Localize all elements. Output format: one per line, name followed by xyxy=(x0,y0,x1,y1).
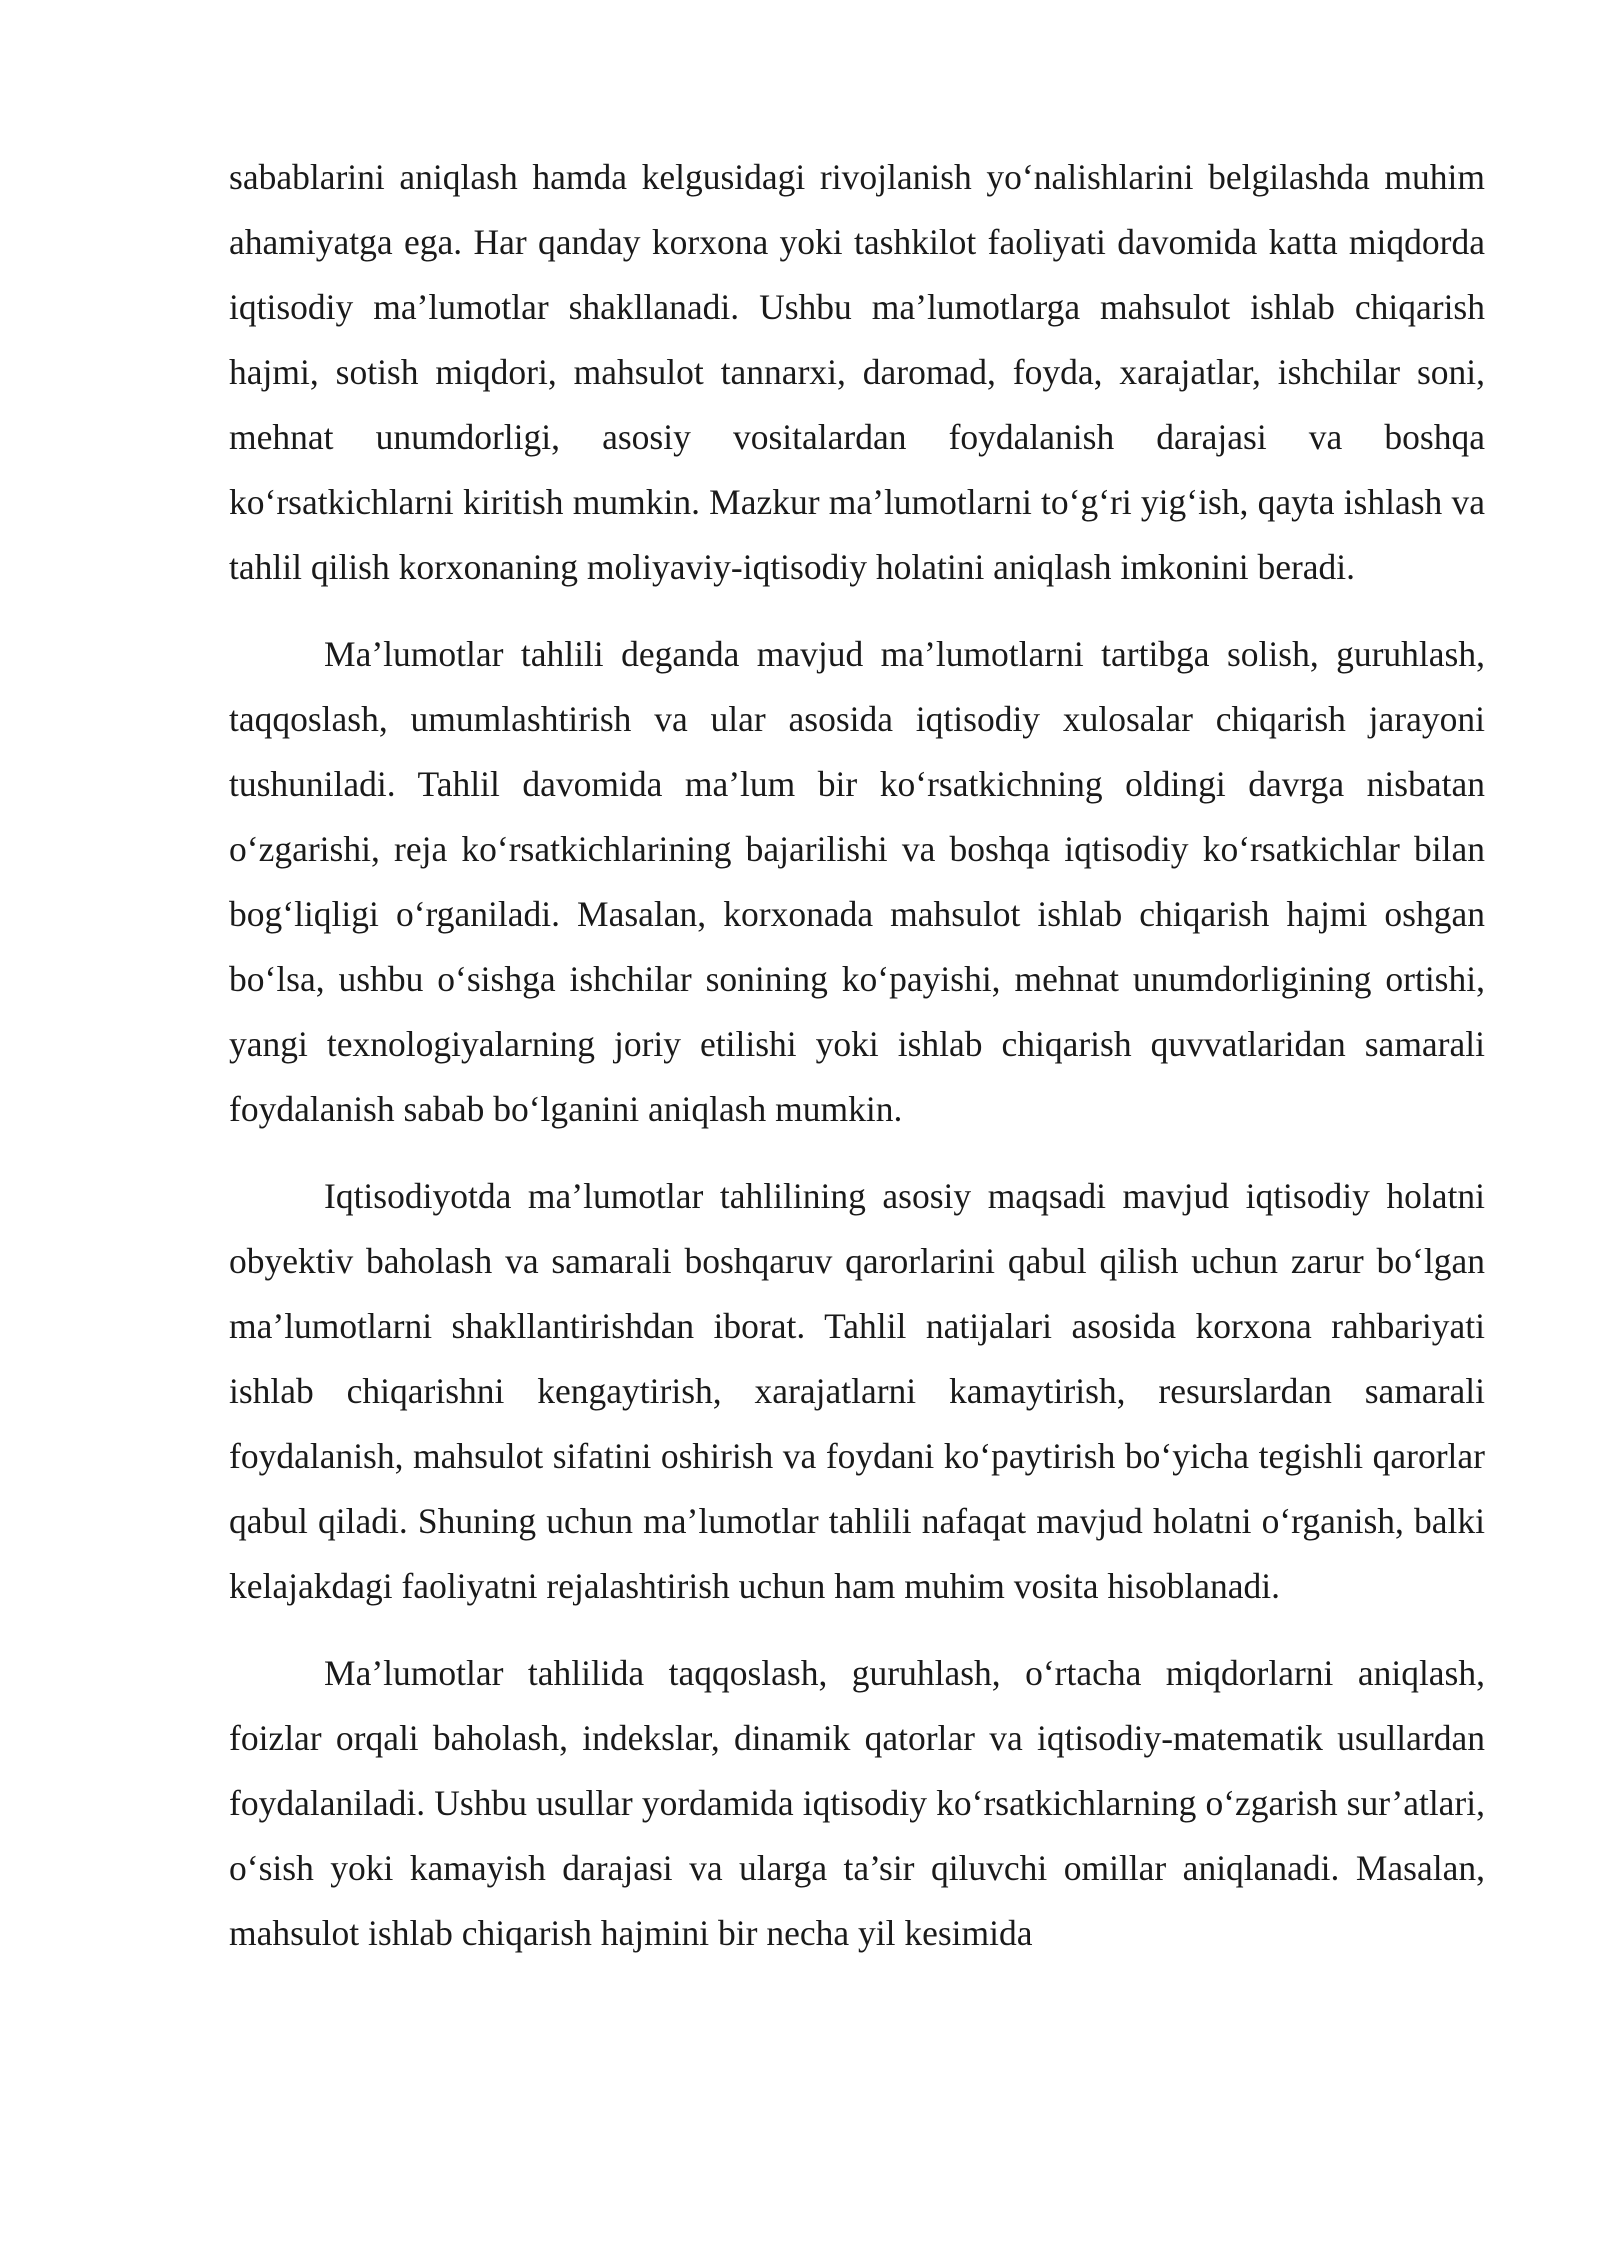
paragraph-1: sabablarini aniqlash hamda kelgusidagi rivojlanish yo‘nalishlarini belgilashda muhim ahamiyatga ega. Har qanday korxona yoki tashkilot faoliyati davomida katta miqdorda iqtisodiy ma’lumotlar shakllanadi. Ushbu ma’lumotlarga mahsulot ishlab chiqarish hajmi, sotish miqdori, mahsulot tannarxi, daromad, foyda, xarajatlar, ishchilar soni, mehnat unumdorligi, asosiy vositalardan foydalanish darajasi va boshqa ko‘rsatkichlarni kiritish mumkin. Mazkur ma’lumotlarni to‘g‘ri yig‘ish, qayta ishlash va tahlil qilish korxonaning moliyaviy-iqtisodiy holatini aniqlash imkonini beradi. xyxy=(229,157,1485,587)
paragraph-4: Ma’lumotlar tahlilida taqqoslash, guruhlash, o‘rtacha miqdorlarni aniqlash, foizlar orqali baholash, indekslar, dinamik qatorlar va iqtisodiy-matematik usullardan foydalaniladi. Ushbu usullar yordamida iqtisodiy ko‘rsatkichlarning o‘zgarish sur’atlari, o‘sish yoki kamayish darajasi va ularga ta’sir qiluvchi omillar aniqlanadi. Masalan, mahsulot ishlab chiqarish hajmini bir necha yil kesimida xyxy=(229,1653,1485,1953)
paragraph-3: Iqtisodiyotda ma’lumotlar tahlilining asosiy maqsadi mavjud iqtisodiy holatni obyektiv baholash va samarali boshqaruv qarorlarini qabul qilish uchun zarur bo‘lgan ma’lumotlarni shakllantirishdan iborat. Tahlil natijalari asosida korxona rahbariyati ishlab chiqarishni kengaytirish, xarajatlarni kamaytirish, resurslardan samarali foydalanish, mahsulot sifatini oshirish va foydani ko‘paytirish bo‘yicha tegishli qarorlar qabul qiladi. Shuning uchun ma’lumotlar tahlili nafaqat mavjud holatni o‘rganish, balki kelajakdagi faoliyatni rejalashtirish uchun ham muhim vosita hisoblanadi. xyxy=(229,1176,1485,1606)
document-body xyxy=(229,145,1485,1988)
paragraph-2: Ma’lumotlar tahlili deganda mavjud ma’lumotlarni tartibga solish, guruhlash, taqqoslash, umumlashtirish va ular asosida iqtisodiy xulosalar chiqarish jarayoni tushuniladi. Tahlil davomida ma’lum bir ko‘rsatkichning oldingi davrga nisbatan o‘zgarishi, reja ko‘rsatkichlarining bajarilishi va boshqa iqtisodiy ko‘rsatkichlar bilan bog‘liqligi o‘rganiladi. Masalan, korxonada mahsulot ishlab chiqarish hajmi oshgan bo‘lsa, ushbu o‘sishga ishchilar sonining ko‘payishi, mehnat unumdorligining ortishi, yangi texnologiyalarning joriy etilishi yoki ishlab chiqarish quvvatlaridan samarali foydalanish sabab bo‘lganini aniqlash mumkin. xyxy=(229,634,1485,1129)
